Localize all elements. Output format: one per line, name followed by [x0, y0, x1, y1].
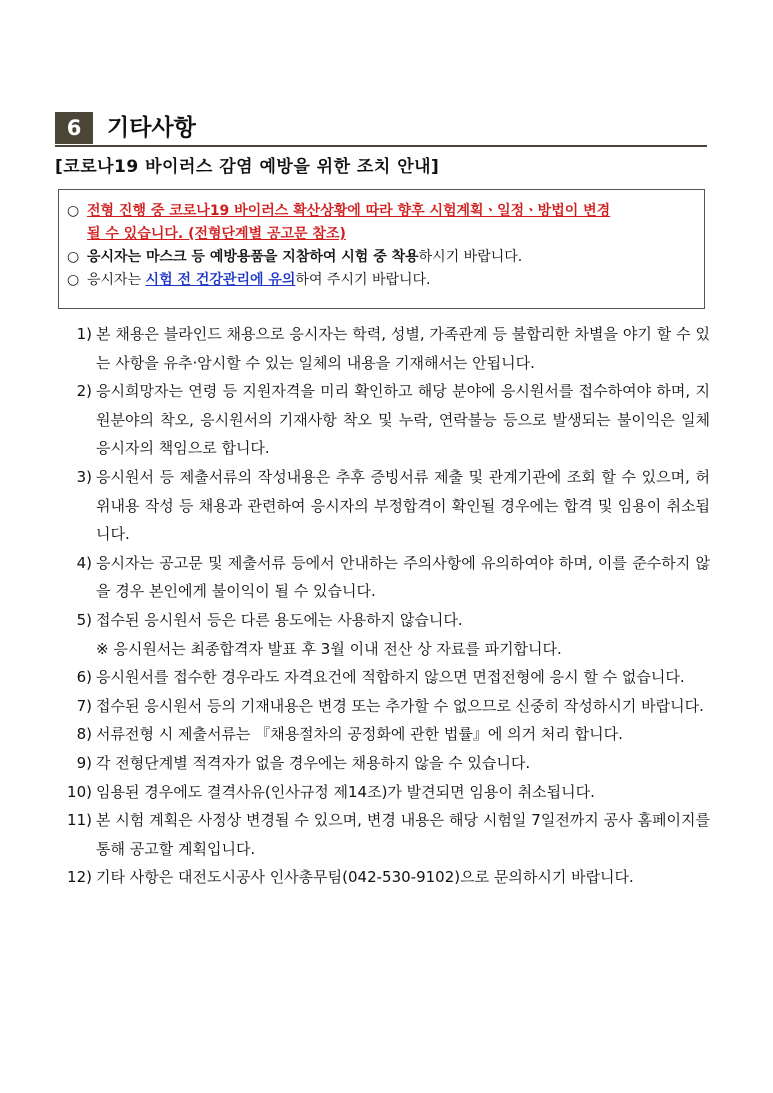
item-number: 10) — [67, 782, 92, 801]
item-text: 각 전형단계별 적격자가 없을 경우에는 채용하지 않을 수 있습니다. — [96, 753, 531, 772]
guidelines-list — [58, 320, 710, 892]
item-text: 서류전형 시 제출서류는 『채용절차의 공정화에 관한 법률』에 의거 처리 합니다. — [96, 725, 623, 744]
item-note: ※ 응시원서는 최종합격자 발표 후 3월 이내 전산 상 자료를 파기합니다. — [96, 639, 562, 658]
notice-line-2 — [67, 246, 694, 269]
section-title: 기타사항 — [107, 115, 196, 141]
notice-text: 하시기 바랍니다. — [418, 249, 523, 265]
list-item — [58, 606, 710, 663]
list-item — [58, 720, 710, 749]
notice-blue-text: 시험 전 건강관리에 유의 — [145, 272, 296, 288]
item-text: 기타 사항은 대전도시공사 인사총무팀(042-530-9102)으로 문의하시기 바랍니다. — [96, 868, 634, 887]
section-rule — [55, 145, 707, 147]
item-number: 11) — [67, 811, 92, 830]
item-number: 12) — [67, 868, 92, 887]
section-number: 6 — [55, 112, 93, 144]
item-text: 본 시험 계획은 사정상 변경될 수 있으며, 변경 내용은 해당 시험일 7일전까지 공사 홈페이지를 통해 공고할 계획입니다. — [96, 811, 710, 858]
list-item — [58, 377, 710, 463]
covid-subheading: [코로나19 바이러스 감염 예방을 위한 조치 안내] — [55, 157, 440, 177]
item-text: 응시원서 등 제출서류의 작성내용은 추후 증빙서류 제출 및 관계기관에 조회 할 수 있으며, 허위내용 작성 등 채용과 관련하여 응시자의 부정합격이 확인될 경우에는 합격 및 임용이 취소됩니다. — [96, 467, 710, 544]
list-item — [58, 778, 710, 807]
covid-notice-box — [58, 189, 705, 309]
item-text: 응시희망자는 연령 등 지원자격을 미리 확인하고 해당 분야에 응시원서를 접수하여야 하며, 지원분야의 착오, 응시원서의 기재사항 착오 및 누락, 연락불능 등으로 발생되는 불이익은 일체 응시자의 책임으로 합니다. — [96, 382, 710, 458]
notice-bold-text: 응시자는 마스크 등 예방용품을 지참하여 시험 중 착용 — [87, 249, 419, 265]
item-text: 본 채용은 블라인드 채용으로 응시자는 학력, 성별, 가족관계 등 불합리한 차별을 야기 할 수 있는 사항을 유추·암시할 수 있는 일체의 내용을 기재해서는 안됩니다. — [96, 325, 710, 372]
notice-line-1-cont — [67, 223, 694, 246]
bullet-circle-icon: ○ — [67, 203, 80, 219]
item-number: 1) — [76, 325, 92, 343]
bullet-circle-icon: ○ — [67, 272, 80, 288]
item-text: 접수된 응시원서 등의 기재내용은 변경 또는 추가할 수 없으므로 신중히 작성하시기 바랍니다. — [96, 696, 704, 715]
item-text: 접수된 응시원서 등은 다른 용도에는 사용하지 않습니다. — [96, 610, 463, 629]
list-item — [58, 463, 710, 549]
list-item — [58, 749, 710, 778]
item-number: 2) — [76, 382, 92, 401]
item-number: 7) — [76, 696, 92, 715]
notice-red-text: 전형 진행 중 코로나19 바이러스 확산상황에 따라 향후 시험계획ㆍ일정ㆍ방법이 변경 — [87, 203, 611, 219]
item-number: 3) — [76, 467, 92, 486]
item-number: 8) — [76, 725, 92, 744]
item-text: 응시자는 공고문 및 제출서류 등에서 안내하는 주의사항에 유의하여야 하며, 이를 준수하지 않을 경우 본인에게 불이익이 될 수 있습니다. — [96, 553, 710, 601]
notice-red-text-cont: 될 수 있습니다. (전형단계별 공고문 참조) — [87, 226, 346, 242]
item-number: 5) — [76, 610, 92, 629]
item-text: 임용된 경우에도 결격사유(인사규정 제14조)가 발견되면 임용이 취소됩니다. — [96, 782, 595, 801]
list-item — [58, 806, 710, 863]
notice-text: 응시자는 — [87, 272, 146, 288]
list-item — [58, 663, 710, 692]
notice-line-1 — [67, 200, 694, 223]
item-number: 4) — [76, 553, 92, 572]
notice-text: 하여 주시기 바랍니다. — [295, 272, 431, 288]
notice-line-3 — [67, 269, 694, 292]
list-item — [58, 549, 710, 606]
bullet-circle-icon: ○ — [67, 249, 80, 265]
list-item — [58, 320, 710, 377]
item-number: 9) — [76, 753, 92, 772]
item-text: 응시원서를 접수한 경우라도 자격요건에 적합하지 않으면 면접전형에 응시 할 수 없습니다. — [96, 668, 685, 687]
list-item — [58, 692, 710, 721]
item-number: 6) — [76, 668, 92, 687]
list-item — [58, 863, 710, 892]
section-header — [55, 112, 707, 146]
